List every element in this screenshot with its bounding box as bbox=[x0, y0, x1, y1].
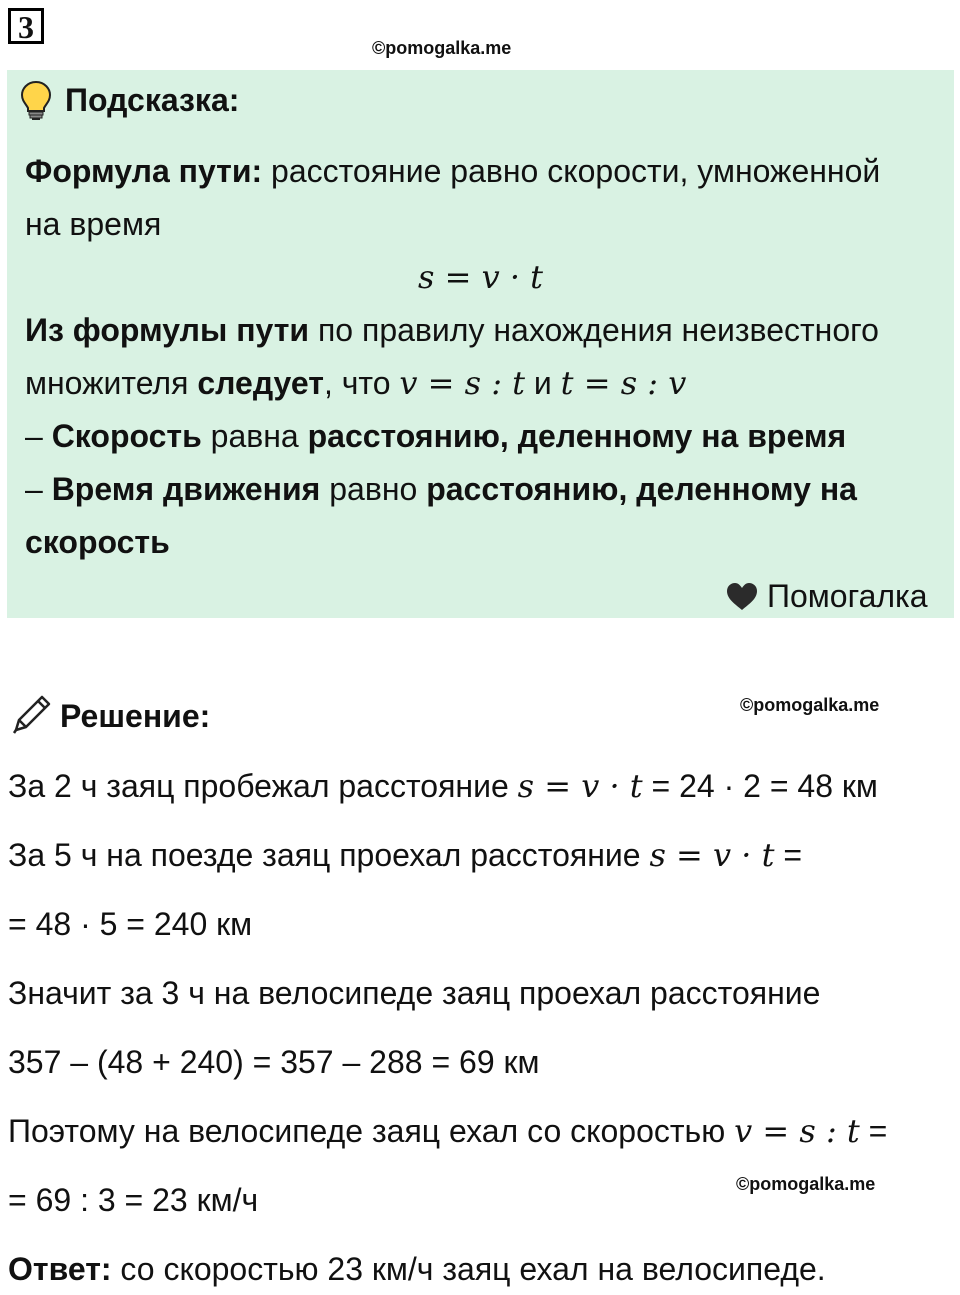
watermark-mid: ©pomogalka.me bbox=[740, 695, 880, 715]
hint-para-1-line2: на время bbox=[25, 206, 162, 242]
hint-p2-rest: по правилу нахождения неизвестного bbox=[309, 312, 879, 348]
watermark-bottom: ©pomogalka.me bbox=[736, 1174, 876, 1194]
hint-bullet-2 bbox=[25, 469, 857, 509]
answer-line bbox=[8, 1249, 826, 1289]
hint-b1-mid: равна bbox=[201, 418, 308, 454]
sol-l1-formula: s = v · t bbox=[517, 767, 643, 805]
hint-p2-formula-1: v = s : t bbox=[399, 364, 526, 402]
hint-para-2 bbox=[25, 310, 879, 350]
hint-formula: s = v · t bbox=[417, 258, 544, 296]
hint-b2-bold-1: Время движения bbox=[51, 471, 321, 507]
solution-line-1 bbox=[8, 766, 878, 806]
sol-l2-text: За 5 ч на поезде заяц проехал расстояние bbox=[8, 837, 650, 873]
hint-panel bbox=[7, 70, 954, 618]
hint-p2-bold: Из формулы пути bbox=[25, 312, 310, 348]
solution-title: Решение: bbox=[60, 698, 211, 734]
task-number: 3 bbox=[8, 8, 44, 44]
hint-b1-bold-2: расстоянию, деленному на время bbox=[307, 418, 847, 454]
hint-brand: Помогалка bbox=[767, 578, 928, 614]
hint-p2-l2-mid: , что bbox=[323, 365, 400, 401]
hint-p1-rest: расстояние равно скорости, умноженной bbox=[262, 153, 881, 189]
hint-bullet-1 bbox=[25, 416, 846, 456]
hint-b2-bold-2: расстоянию, деленному на bbox=[426, 471, 857, 507]
pencil-icon bbox=[10, 692, 54, 736]
hint-b1-dash: – bbox=[25, 418, 52, 454]
solution-line-4: Значит за 3 ч на велосипеде заяц проехал расстояние bbox=[8, 975, 821, 1011]
sol-l2-formula: s = v · t bbox=[649, 836, 775, 874]
hint-p1-bold: Формула пути: bbox=[25, 153, 263, 189]
hint-p2-l2-bold: следует bbox=[197, 365, 324, 401]
hint-bullet-2-line2: скорость bbox=[25, 524, 170, 560]
sol-l1-text: За 2 ч заяц пробежал расстояние bbox=[8, 768, 518, 804]
hint-p2-l2-start: множителя bbox=[25, 365, 198, 401]
hint-b2-dash: – bbox=[25, 471, 52, 507]
hint-para-2-line2 bbox=[25, 363, 686, 403]
sol-l2-eq: = bbox=[774, 837, 803, 873]
watermark-top: ©pomogalka.me bbox=[372, 38, 512, 58]
hint-para-1 bbox=[25, 151, 880, 191]
solution-line-7: = 69 : 3 = 23 км/ч bbox=[8, 1182, 259, 1218]
hint-p2-formula-2: t = s : v bbox=[560, 364, 687, 402]
sol-l1-calc: = 24 · 2 = 48 км bbox=[642, 768, 878, 804]
solution-line-3: = 48 · 5 = 240 км bbox=[8, 906, 253, 942]
hint-b1-bold-1: Скорость bbox=[51, 418, 202, 454]
answer-text: со скоростью 23 км/ч заяц ехал на велосипеде. bbox=[111, 1251, 826, 1287]
sol-l6-formula: v = s : t bbox=[734, 1112, 860, 1150]
solution-line-6 bbox=[8, 1111, 887, 1151]
solution-line-5: 357 – (48 + 240) = 357 – 288 = 69 км bbox=[8, 1044, 540, 1080]
sol-l6-eq: = bbox=[859, 1113, 888, 1149]
hint-p2-and: и bbox=[525, 365, 561, 401]
lightbulb-icon bbox=[19, 80, 53, 122]
solution-line-2 bbox=[8, 835, 802, 875]
hint-b2-mid: равно bbox=[320, 471, 427, 507]
answer-label: Ответ: bbox=[8, 1251, 112, 1287]
sol-l6-text: Поэтому на велосипеде заяц ехал со скоростью bbox=[8, 1113, 735, 1149]
hint-title: Подсказка: bbox=[65, 82, 240, 118]
heart-icon bbox=[725, 582, 759, 612]
